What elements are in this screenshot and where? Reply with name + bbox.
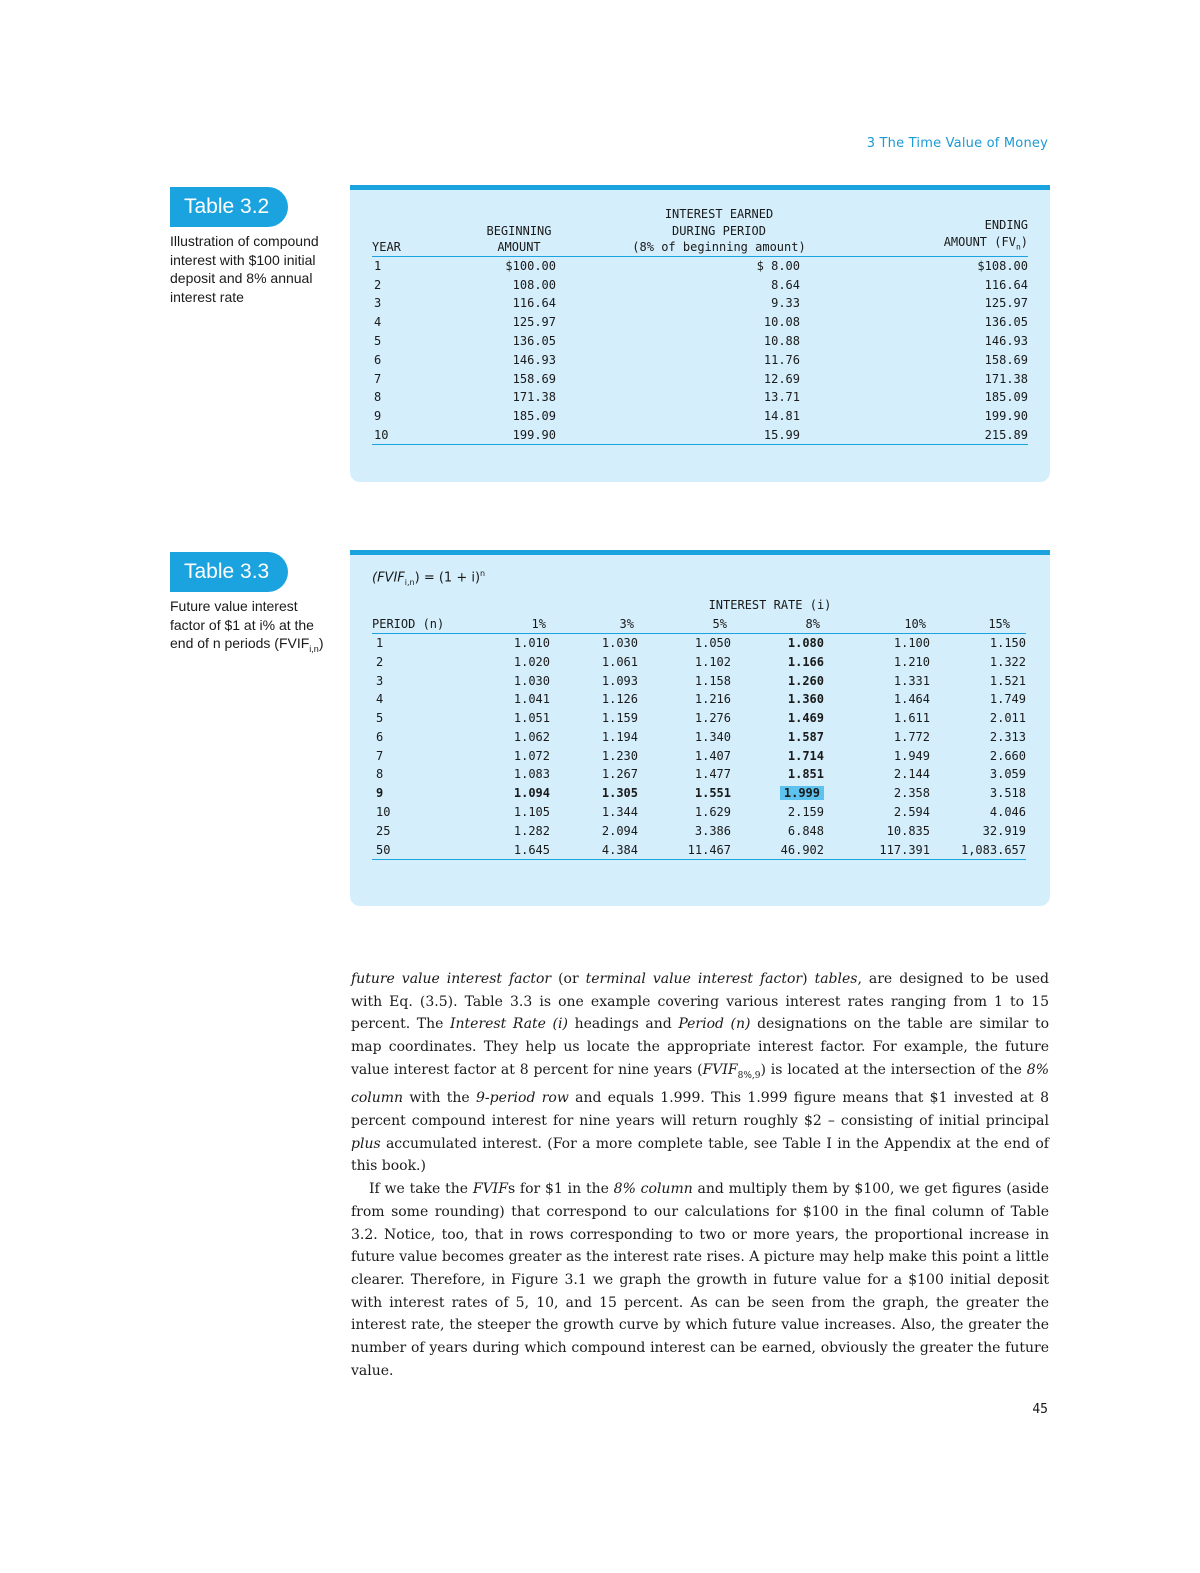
cell-begin: 116.64 [512, 296, 556, 311]
cell-value: 1.230 [601, 748, 638, 763]
cell-value: 11.467 [687, 842, 731, 857]
table-row [372, 840, 1026, 859]
cell-interest: 12.69 [763, 371, 800, 386]
cell-value: 2.159 [787, 805, 824, 820]
table-row [372, 803, 1026, 822]
cell-year: 2 [374, 277, 382, 292]
cell-value: 1.194 [601, 729, 638, 744]
cell-value: 46.902 [780, 842, 824, 857]
cell-value: 1.407 [694, 748, 731, 763]
table-row [372, 784, 1026, 803]
cell-period: 25 [376, 823, 391, 838]
cell-end: 146.93 [984, 334, 1028, 349]
cell-value: 1.062 [513, 729, 550, 744]
col-15pct-header: 15% [988, 617, 1010, 632]
col-1pct-header: 1% [531, 617, 546, 632]
col-interest-header: INTEREST EARNED DURING PERIOD (8% of beginning amount) [632, 207, 806, 254]
cell-value: 1.216 [694, 692, 731, 707]
cell-value: 1.159 [601, 711, 638, 726]
cell-value: 2.011 [989, 711, 1026, 726]
table-row [372, 728, 1026, 747]
cell-end: 171.38 [984, 371, 1028, 386]
table-3-2 [372, 206, 1028, 445]
cell-value: 4.384 [601, 842, 638, 857]
cell-value [747, 784, 844, 803]
cell-year: 4 [374, 315, 382, 330]
cell-value: 1.714 [787, 748, 824, 763]
cell-interest: $ 8.00 [756, 258, 800, 273]
table-3-3-panel [350, 550, 1050, 906]
cell-end: 136.05 [984, 315, 1028, 330]
cell-begin: 136.05 [512, 334, 556, 349]
cell-interest: 15.99 [763, 428, 800, 443]
col-year-header: YEAR [372, 240, 401, 254]
fvif-formula: $(FVIF_{i,n}) = (1 + i)^n$ [372, 569, 486, 587]
cell-value: 32.919 [982, 823, 1026, 838]
cell-interest: 14.81 [763, 409, 800, 424]
cell-begin: 108.00 [512, 277, 556, 292]
cell-value: 1.166 [787, 654, 824, 669]
cell-value: 1.050 [694, 635, 731, 650]
cell-value: 1.020 [513, 654, 550, 669]
col-10pct-header: 10% [904, 617, 926, 632]
cell-value: 1.030 [601, 635, 638, 650]
cell-value: 1.072 [513, 748, 550, 763]
cell-period: 6 [376, 729, 384, 744]
table-row [372, 332, 1028, 351]
cell-value: 2.313 [989, 729, 1026, 744]
table-row [372, 709, 1026, 728]
cell-period: 10 [376, 805, 391, 820]
table-row [372, 294, 1028, 313]
table-row [372, 369, 1028, 388]
cell-begin: 199.90 [512, 428, 556, 443]
cell-end: $108.00 [977, 258, 1028, 273]
cell-value: 1.158 [694, 673, 731, 688]
table-row [372, 765, 1026, 784]
cell-value: 1.322 [989, 654, 1026, 669]
cell-value: 1.851 [787, 767, 824, 782]
cell-value: 3.518 [989, 786, 1026, 801]
cell-value: 1.521 [989, 673, 1026, 688]
table-3-3-caption: Future value interest factor of $1 at i% at the end of n periods $(FVIF_{i,n})$ [170, 598, 324, 654]
cell-begin: 171.38 [512, 390, 556, 405]
cell-begin: 146.93 [512, 352, 556, 367]
cell-value: 10.835 [886, 823, 930, 838]
cell-end: 125.97 [984, 296, 1028, 311]
col-8pct-header: 8% [805, 617, 820, 632]
cell-value: 1.477 [694, 767, 731, 782]
table-row [372, 275, 1028, 294]
table-row [372, 652, 1026, 671]
interest-rate-header: INTEREST RATE (i) [708, 598, 832, 613]
table-3-3 [372, 595, 1026, 860]
cell-end: 215.89 [984, 428, 1028, 443]
period-header: PERIOD (n) [372, 617, 445, 632]
cell-value: 1.150 [989, 635, 1026, 650]
table-3-2-panel [350, 185, 1050, 482]
cell-value: 1.030 [513, 673, 550, 688]
cell-value: 1.469 [787, 711, 824, 726]
cell-period: 8 [376, 767, 384, 782]
cell-value: 1.102 [694, 654, 731, 669]
cell-end: 158.69 [984, 352, 1028, 367]
cell-begin: 185.09 [512, 409, 556, 424]
col-5pct-header: 5% [712, 617, 727, 632]
cell-period: 5 [376, 711, 384, 726]
cell-value: 1.094 [513, 786, 550, 801]
cell-end: 199.90 [984, 409, 1028, 424]
table-row [372, 388, 1028, 407]
cell-end: 116.64 [984, 277, 1028, 292]
cell-value: 1.305 [601, 786, 638, 801]
cell-year: 6 [374, 352, 382, 367]
col-ending-header: ENDING AMOUNT $(FV_n)$ [943, 218, 1028, 251]
cell-value: 1.083 [513, 767, 550, 782]
cell-value: 1.464 [893, 692, 930, 707]
table-row [372, 313, 1028, 332]
cell-end: 185.09 [984, 390, 1028, 405]
cell-value: 2.144 [893, 767, 930, 782]
cell-value: 1.772 [893, 729, 930, 744]
cell-value: 1.010 [513, 635, 550, 650]
table-row [372, 821, 1026, 840]
cell-begin: 158.69 [512, 371, 556, 386]
cell-period: 7 [376, 748, 384, 763]
cell-value: 1.267 [601, 767, 638, 782]
cell-interest: 11.76 [763, 352, 800, 367]
cell-value: 1.587 [787, 729, 824, 744]
cell-value: 3.059 [989, 767, 1026, 782]
cell-value: 117.391 [879, 842, 930, 857]
cell-value: 1.105 [513, 805, 550, 820]
cell-period: 50 [376, 842, 391, 857]
table-row [372, 426, 1028, 445]
cell-interest: 10.88 [763, 334, 800, 349]
cell-year: 10 [374, 428, 389, 443]
cell-period: 2 [376, 654, 384, 669]
cell-year: 8 [374, 390, 382, 405]
paragraph-1: future value interest factor (or terminal value interest factor) tables, are designed to be used with Eq. (3.5). Table 3.3 is one example covering various interest rates ranging from 1 to 15 percent. The Interest Rate (i) headings and Period (n) designations on the table are similar to map coordinates. They help us locate the appropriate interest factor. For example, the future value interest factor at 8 percent for nine years $(FVIF_{8\%,9})$ is located at the intersection of the 8% column with the 9-period row and equals 1.999. This 1.999 figure means that $1 invested at 8 percent compound interest for nine years will return roughly $2 – consisting of initial principal plus accumulated interest. (For a more complete table, see Table I in the Appendix at the end of this book.) [351, 971, 1050, 1175]
cell-value: 2.358 [893, 786, 930, 801]
cell-value: 1.051 [513, 711, 550, 726]
table-row [372, 746, 1026, 765]
table-row [372, 407, 1028, 426]
cell-value: 1.041 [513, 692, 550, 707]
table-3-2-tab: Table 3.2 [170, 187, 288, 227]
cell-value: 1.260 [787, 673, 824, 688]
cell-value: 1.061 [601, 654, 638, 669]
cell-value: 1.331 [893, 673, 930, 688]
cell-year: 1 [374, 258, 382, 273]
cell-value: 2.660 [989, 748, 1026, 763]
cell-value: 1.551 [694, 786, 731, 801]
cell-value: 1.276 [694, 711, 731, 726]
cell-value: 1.126 [601, 692, 638, 707]
col-3pct-header: 3% [619, 617, 634, 632]
cell-value: 1.629 [694, 805, 731, 820]
cell-interest: 8.64 [771, 277, 800, 292]
cell-value: 1.749 [989, 692, 1026, 707]
paragraph-2: If we take the FVIFs for $1 in the 8% column and multiply them by $100, we get figures (aside from some rounding) that correspond to our calculations for $100 in the final column of Table 3.2. Notice, too, that in rows corresponding to two or more years, the proportional increase in future value becomes greater as the interest rate rises. A picture may help make this point a little clearer. Therefore, in Figure 3.1 we graph the growth in future value for a $100 initial deposit with interest rates of 5, 10, and 15 percent. As can be seen from the graph, the greater the interest rate, the steeper the growth curve by which future value increases. Also, the greater the number of years during which compound interest can be earned, obviously the greater the future value. [351, 1181, 1050, 1379]
cell-value: 2.594 [893, 805, 930, 820]
page-number: 45 [1032, 1402, 1048, 1417]
cell-period: 9 [376, 786, 384, 801]
cell-value: 1.645 [513, 842, 550, 857]
cell-value: 1.210 [893, 654, 930, 669]
cell-value: 1.080 [787, 635, 824, 650]
cell-year: 7 [374, 371, 382, 386]
cell-value: 1.344 [601, 805, 638, 820]
cell-value: 1.611 [893, 711, 930, 726]
cell-value: 1.340 [694, 729, 731, 744]
cell-value: 4.046 [989, 805, 1026, 820]
cell-period: 1 [376, 635, 384, 650]
col-beginning-header: BEGINNING AMOUNT [486, 223, 552, 254]
cell-value: 1.282 [513, 823, 550, 838]
table-row [372, 690, 1026, 709]
cell-begin: $100.00 [505, 258, 556, 273]
cell-value: 1.949 [893, 748, 930, 763]
table-row [372, 350, 1028, 369]
cell-value: 1.360 [787, 692, 824, 707]
cell-year: 5 [374, 334, 382, 349]
cell-year: 9 [374, 409, 382, 424]
cell-period: 3 [376, 673, 384, 688]
table-row [372, 634, 1026, 653]
table-3-3-tab: Table 3.3 [170, 552, 288, 592]
cell-interest: 13.71 [763, 390, 800, 405]
highlighted-cell: 1.999 [780, 786, 824, 800]
cell-value: 6.848 [787, 823, 824, 838]
body-text [351, 968, 1049, 1382]
cell-value: 1,083.657 [960, 842, 1026, 857]
cell-year: 3 [374, 296, 382, 311]
table-row [372, 671, 1026, 690]
table-3-2-caption: Illustration of compound interest with $100 initial deposit and 8% annual interest rate [170, 233, 319, 305]
table-row [372, 257, 1028, 276]
cell-value: 2.094 [601, 823, 638, 838]
cell-interest: 9.33 [771, 296, 800, 311]
running-head: 3 The Time Value of Money [866, 136, 1048, 151]
cell-value: 3.386 [694, 823, 731, 838]
cell-period: 4 [376, 692, 384, 707]
cell-interest: 10.08 [763, 315, 800, 330]
cell-value: 1.093 [601, 673, 638, 688]
cell-value: 1.100 [893, 635, 930, 650]
cell-begin: 125.97 [512, 315, 556, 330]
